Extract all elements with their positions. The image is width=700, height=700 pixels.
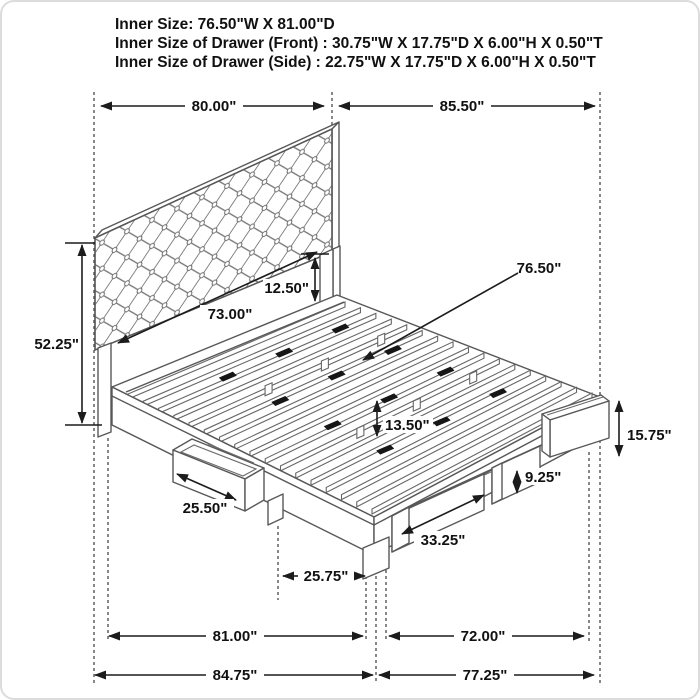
note-line-2: Inner Size of Drawer (Front) : 30.75"W X 17.75"D X 6.00"H X 0.50"T: [115, 35, 603, 52]
drawer-side-face: [492, 463, 502, 504]
dim-label-foot-height: 15.75": [627, 427, 672, 444]
note-line-1: Inner Size: 76.50"W X 81.00"D: [115, 16, 335, 33]
dim-label-headboard-width: 73.00": [207, 306, 253, 323]
dim-label-slat-width: 76.50": [516, 260, 562, 277]
dim-label-base-outer-right: 77.25": [462, 667, 508, 684]
dim-label-base-inner-left: 81.00": [212, 628, 258, 645]
platform-deck: [112, 295, 600, 579]
dim-label-side-drawer-width: 25.50": [182, 500, 228, 517]
dim-label-height-left: 52.25": [34, 336, 79, 353]
headboard-left-leg: [98, 343, 111, 437]
dim-label-leg-offset: 25.75": [303, 568, 349, 585]
dim-label-drawer-height: 9.25": [525, 469, 562, 486]
diagram-canvas: [2, 2, 700, 700]
note-line-3: Inner Size of Drawer (Side) : 22.75"W X 17.75"D X 6.00"H X 0.50"T: [115, 54, 596, 71]
dim-label-front-drawer-width: 33.25": [420, 532, 466, 549]
headboard-side-edge: [332, 122, 339, 252]
dim-label-base-inner-right: 72.00": [460, 628, 506, 645]
dim-label-length-top: 85.50": [439, 98, 485, 115]
bed-drawing: [95, 122, 609, 579]
dim-label-width-top: 80.00": [191, 98, 237, 115]
dim-label-slat-height: 13.50": [385, 417, 430, 434]
dim-label-headboard-gap: 12.50": [264, 280, 309, 297]
dim-label-base-outer-left: 84.75": [212, 667, 258, 684]
drawer-end-face: [542, 414, 550, 457]
inner-size-notes: [115, 16, 603, 71]
